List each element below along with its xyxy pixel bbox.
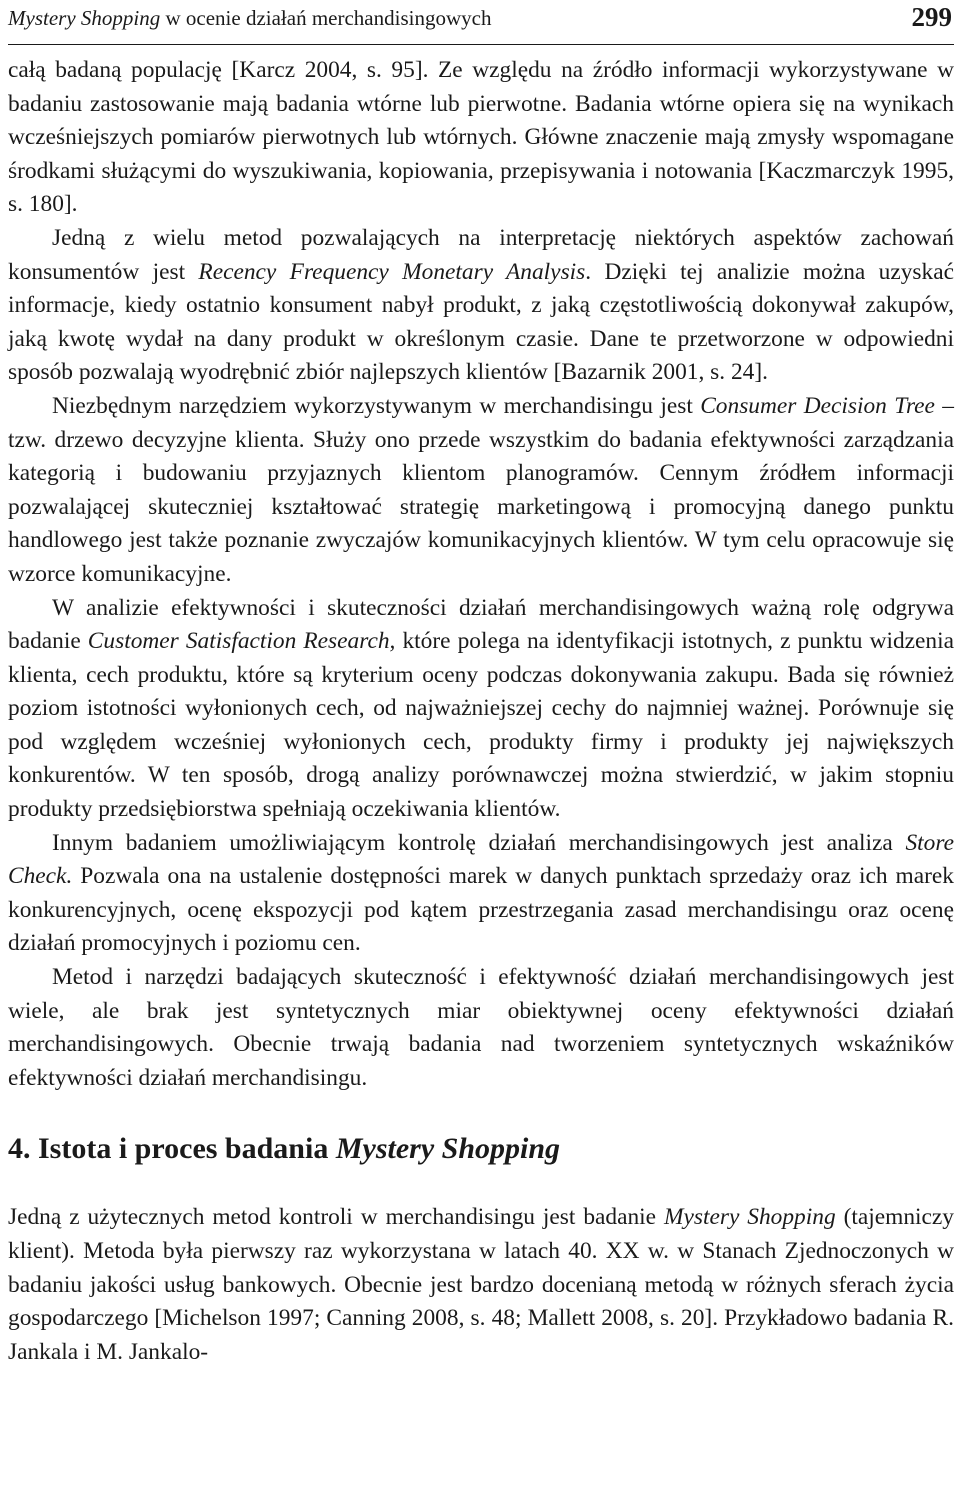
italic-term: Customer Satisfaction Research, — [87, 628, 396, 655]
italic-term: Store Check. — [8, 829, 954, 890]
text-run: Metod i narzędzi badających skuteczność i efektywność działań merchandisingowych jest wiele, ale brak jest syntetycznych miar obiektywnej oceny efektywności działań merchandisingowych. Obecnie trwają badania nad tworzeniem syntetycznych wskaźników efektywności działań merchandisingu. — [8, 964, 954, 1091]
text-run: Jedną z wielu metod pozwalających na interpretację niektórych aspektów zachowań konsumentów jest — [8, 224, 954, 285]
paragraph — [8, 1201, 954, 1369]
paragraph — [8, 827, 954, 961]
section-heading-text: 4. Istota i proces badania — [8, 1132, 336, 1166]
paragraph — [8, 54, 954, 222]
text-run: całą badaną populację [Karcz 2004, s. 95]. Ze względu na źródło informacji wykorzystywane w badaniu zastosowanie mają badania wtórne lub pierwotne. Badania wtórne opiera się na wynikach wcześniejszych pomiarów pierwotnych lub wtórnych. Główne znaczenie mają zmysły wspomagane środkami służącymi do wyszukiwania, kopiowania, przepisywania i notowania [Kaczmarczyk 1995, s. 180]. — [8, 57, 954, 218]
italic-term: Mystery Shopping — [664, 1204, 836, 1231]
running-title-italic: Mystery Shopping — [8, 6, 161, 30]
paragraph — [8, 222, 954, 390]
text-run: W analizie efektywności i skuteczności działań merchandisingowych ważną rolę odgrywa badanie — [8, 594, 954, 655]
body-text — [8, 54, 954, 1369]
paragraph — [8, 592, 954, 827]
running-title-rest: w ocenie działań merchandisingowych — [160, 6, 492, 30]
paragraph — [8, 390, 954, 592]
text-run: Niezbędnym narzędziem wykorzystywanym w merchandisingu jest — [52, 392, 701, 419]
section-heading — [8, 1129, 954, 1169]
text-run: (tajemniczy klient). Metoda była pierwszy raz wykorzystana w latach 40. XX w. w Stanach Zjednoczonych w badaniu jakości usług bankowych. Obecnie jest bardzo docenianą metodą w różnych sferach życia gospodarczego [Michelson 1997; Canning 2008, s. 48; Mallett 2008, s. 20]. Przykładowo badania R. Jankala i M. Jankalo- — [8, 1204, 954, 1365]
text-run: – tzw. drzewo decyzyjne klienta. Służy ono przede wszystkim do badania efektywności zarządzania kategorią i budowaniu przyjaznych klientom planogramów. Cennym źródłem informacji pozwalającej skuteczniej kształtować strategię marketingową i promocyjną danego punktu handlowego jest także poznanie zwyczajów komunikacyjnych klientów. W tym celu opracowuje się wzorce komunikacyjne. — [8, 392, 955, 587]
paragraph — [8, 961, 954, 1095]
text-run: Pozwala ona na ustalenie dostępności marek w danych punktach sprzedaży oraz ich marek konkurencyjnych, ocenę ekspozycji pod kątem przestrzegania zasad merchandisingu oraz ocenę działań promocyjnych i poziomu cen. — [8, 863, 954, 957]
text-run: które polega na identyfikacji istotnych, z punktu widzenia klienta, cech produktu, które są kryterium oceny podczas dokonywania zakupu. Bada się również poziom istotności wyłonionych cech, od najważniejszej cechy do najmniej ważnej. Porównuje się pod względem wcześniej wyłonionych cech, produkty firmy i produkty jej największych konkurentów. W ten sposób, drogą analizy porównawczej można stwierdzić, w jakim stopniu produkty przedsiębiorstwa spełniają oczekiwania klientów. — [8, 628, 954, 823]
page-number: 299 — [911, 2, 952, 32]
section-heading-italic: Mystery Shopping — [335, 1132, 561, 1166]
running-header — [8, 0, 954, 45]
paragraphs-after — [8, 1201, 954, 1369]
italic-term: Recency Frequency Monetary Analysis — [198, 258, 586, 285]
paragraphs-before — [8, 54, 954, 1095]
italic-term: Consumer Decision Tree — [700, 392, 935, 419]
text-run: Innym badaniem umożliwiającym kontrolę działań merchandisingowych jest analiza — [52, 829, 906, 856]
text-run: Jedną z użytecznych metod kontroli w merchandisingu jest badanie — [8, 1204, 664, 1231]
running-title — [8, 4, 491, 32]
page — [8, 0, 954, 1369]
text-run: . Dzięki tej analizie można uzyskać informacje, kiedy ostatnio konsument nabył produkt, z jaką częstotliwością dokonywał zakupów, jaką kwotę wydał na dany produkt w określonym czasie. Dane te przetworzone w odpowiedni sposób pozwalają wyodrębnić zbiór najlepszych klientów [Bazarnik 2001, s. 24]. — [8, 258, 954, 386]
